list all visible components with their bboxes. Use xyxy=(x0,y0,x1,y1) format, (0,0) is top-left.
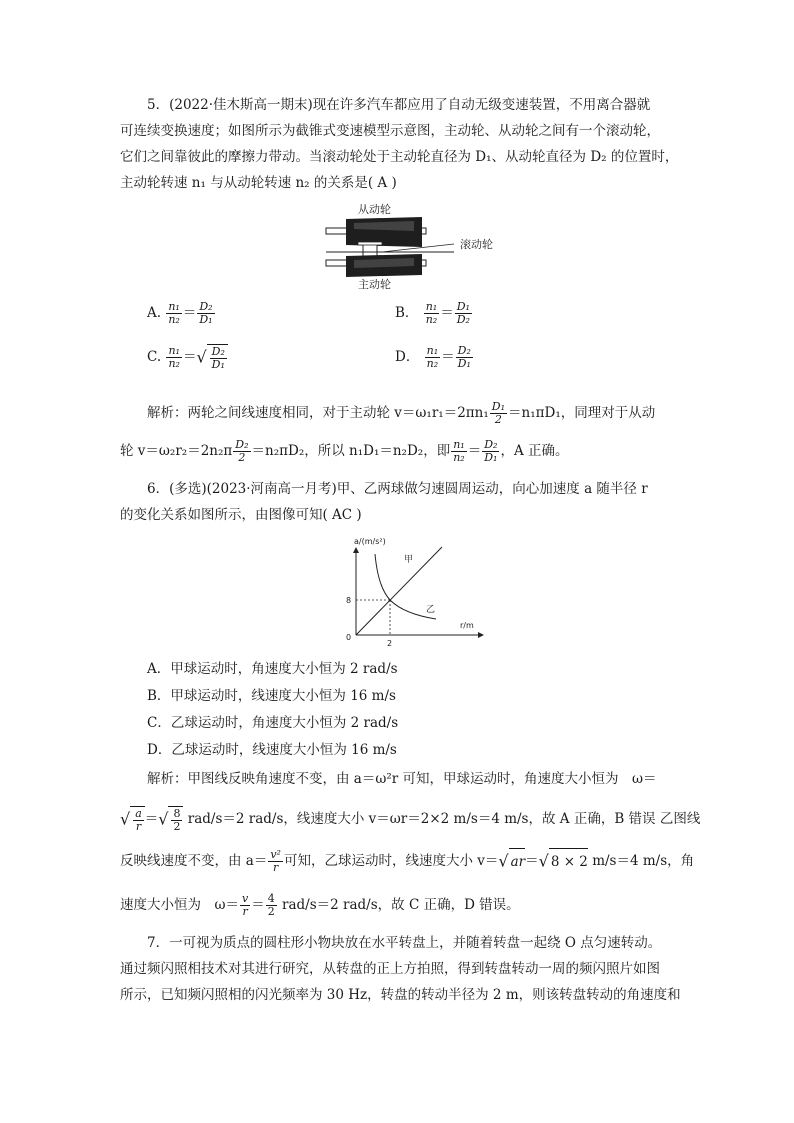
q5-line-1: 5．(2022·佳木斯高一期末)现在许多汽车都应用了自动无级变速装置，不用离合器就 xyxy=(147,97,651,113)
q6-option-c: C．乙球运动时，角速度大小恒为 2 rad/s xyxy=(147,715,399,731)
label-driven-wheel: 从动轮 xyxy=(358,203,391,216)
q5-solution-line-1: 解析：两轮之间线速度相同，对于主动轮 v＝ω₁r₁＝2πn₁ $\frac{\text{D₁}}{2}$ ＝n₁πD₁，同理对于从动 xyxy=(147,400,656,426)
label-jia: 甲 xyxy=(404,555,414,565)
cone-transmission-figure xyxy=(318,198,518,290)
x-axis-label: r/m xyxy=(460,621,474,630)
x-tick-2: 2 xyxy=(387,639,393,648)
q6-line-1: 6．(多选)(2023·河南高一月考)甲、乙两球做匀速圆周运动，向心加速度 a 随半径 r xyxy=(147,481,648,497)
q7-line-2: 通过频闪照相技术对其进行研究，从转盘的正上方拍照，得到转盘转动一周的频闪照片如图 xyxy=(120,961,660,977)
q6-solution-line-3: 反映线速度不变，由 a＝ $\frac{\text{v²}}{r}$ 可知，乙球运动时，线速度大小 v＝√ ar＝√ 8 × 2 m/s＝4 m/s，角 xyxy=(120,848,695,874)
q6-solution-line-4: 速度大小恒为 ω＝ $\frac{v}{r}$ ＝ $\frac{4}{2}$ rad/s＝2 rad/s，故 C 正确，D 错误。 xyxy=(120,892,520,918)
q5-option-a: A. $\frac{\text{n₁}}{\text{n₂}}$ ＝ $\frac{\text{D₂}}{\text{D₁}}$ xyxy=(147,300,213,326)
q5-solution-line-2: 轮 v＝ω₂r₂＝2n₂π $\frac{\text{D₂}}{2}$ ＝n₂πD₂，所以 n₁D₁＝n₂D₂，即 $\frac{\text{n₁}}{\text{n₂}}$ ＝ $\frac{\text{D₂}}{\text{D₁}}$ ，A 正确。 xyxy=(120,438,569,464)
option-a-letter: A. xyxy=(147,305,162,321)
q6-solution-line-2: √ $\frac{a}{r}$ ＝√ $\frac{8}{2}$ rad/s＝2 rad/s，线速度大小 v＝ωr＝2×2 m/s＝4 m/s，故 A 正确，B 错误 乙图线 xyxy=(120,807,701,833)
label-rolling-wheel: 滚动轮 xyxy=(460,238,493,251)
origin-label: 0 xyxy=(346,633,352,642)
q5-option-b: B． $\frac{\text{n₁}}{\text{n₂}}$ ＝ $\frac{\text{D₁}}{\text{D₂}}$ xyxy=(395,300,470,326)
q6-line-2: 的变化关系如图所示，由图像可知( AC ) xyxy=(120,507,362,523)
q5-line-2: 可连续变换速度；如图所示为截锥式变速模型示意图，主动轮、从动轮之间有一个滚动轮， xyxy=(120,123,660,139)
label-yi: 乙 xyxy=(426,605,436,615)
q6-option-b: B．甲球运动时，线速度大小恒为 16 m/s xyxy=(147,688,396,704)
q7-line-1: 7．一可视为质点的圆柱形小物块放在水平转盘上，并随着转盘一起绕 O 点匀速转动。 xyxy=(147,935,662,951)
series-jia-line xyxy=(356,547,442,635)
q6-option-d: D．乙球运动时，线速度大小恒为 16 m/s xyxy=(147,742,397,758)
option-b-letter: B． xyxy=(395,305,419,321)
q6-option-a: A．甲球运动时，角速度大小恒为 2 rad/s xyxy=(147,661,398,677)
q5-line-3: 它们之间靠彼此的摩擦力带动。当滚动轮处于主动轮直径为 D₁、从动轮直径为 D₂ 的位置时， xyxy=(120,149,679,165)
sqrt-sign: √ xyxy=(196,347,207,367)
q5-line-4: 主动轮转速 n₁ 与从动轮转速 n₂ 的关系是( A ) xyxy=(120,175,397,191)
q5-option-d: D． $\frac{\text{n₁}}{\text{n₂}}$ ＝ $\frac{\text{D₂}}{\text{D₁}}$ xyxy=(395,344,471,370)
q5-option-c: C. $\frac{\text{n₁}}{\text{n₂}}$ ＝√ $\frac{\text{D₂}}{\text{D₁}}$ xyxy=(147,344,228,371)
y-tick-8: 8 xyxy=(346,596,352,605)
q6-solution-line-1: 解析：甲图线反映角速度不变，由 a＝ω²r 可知，甲球运动时，角速度大小恒为 ω＝ xyxy=(147,771,657,787)
option-d-letter: D． xyxy=(395,349,420,365)
q7-line-3: 所示，已知频闪照相的闪光频率为 30 Hz，转盘的转动半径为 2 m，则该转盘转动的角速度和 xyxy=(120,987,681,1003)
y-axis-label: a/(m/s²) xyxy=(354,537,386,546)
acceleration-radius-graph xyxy=(338,532,488,650)
option-c-letter: C. xyxy=(147,349,162,365)
label-driving-wheel: 主动轮 xyxy=(358,278,391,290)
